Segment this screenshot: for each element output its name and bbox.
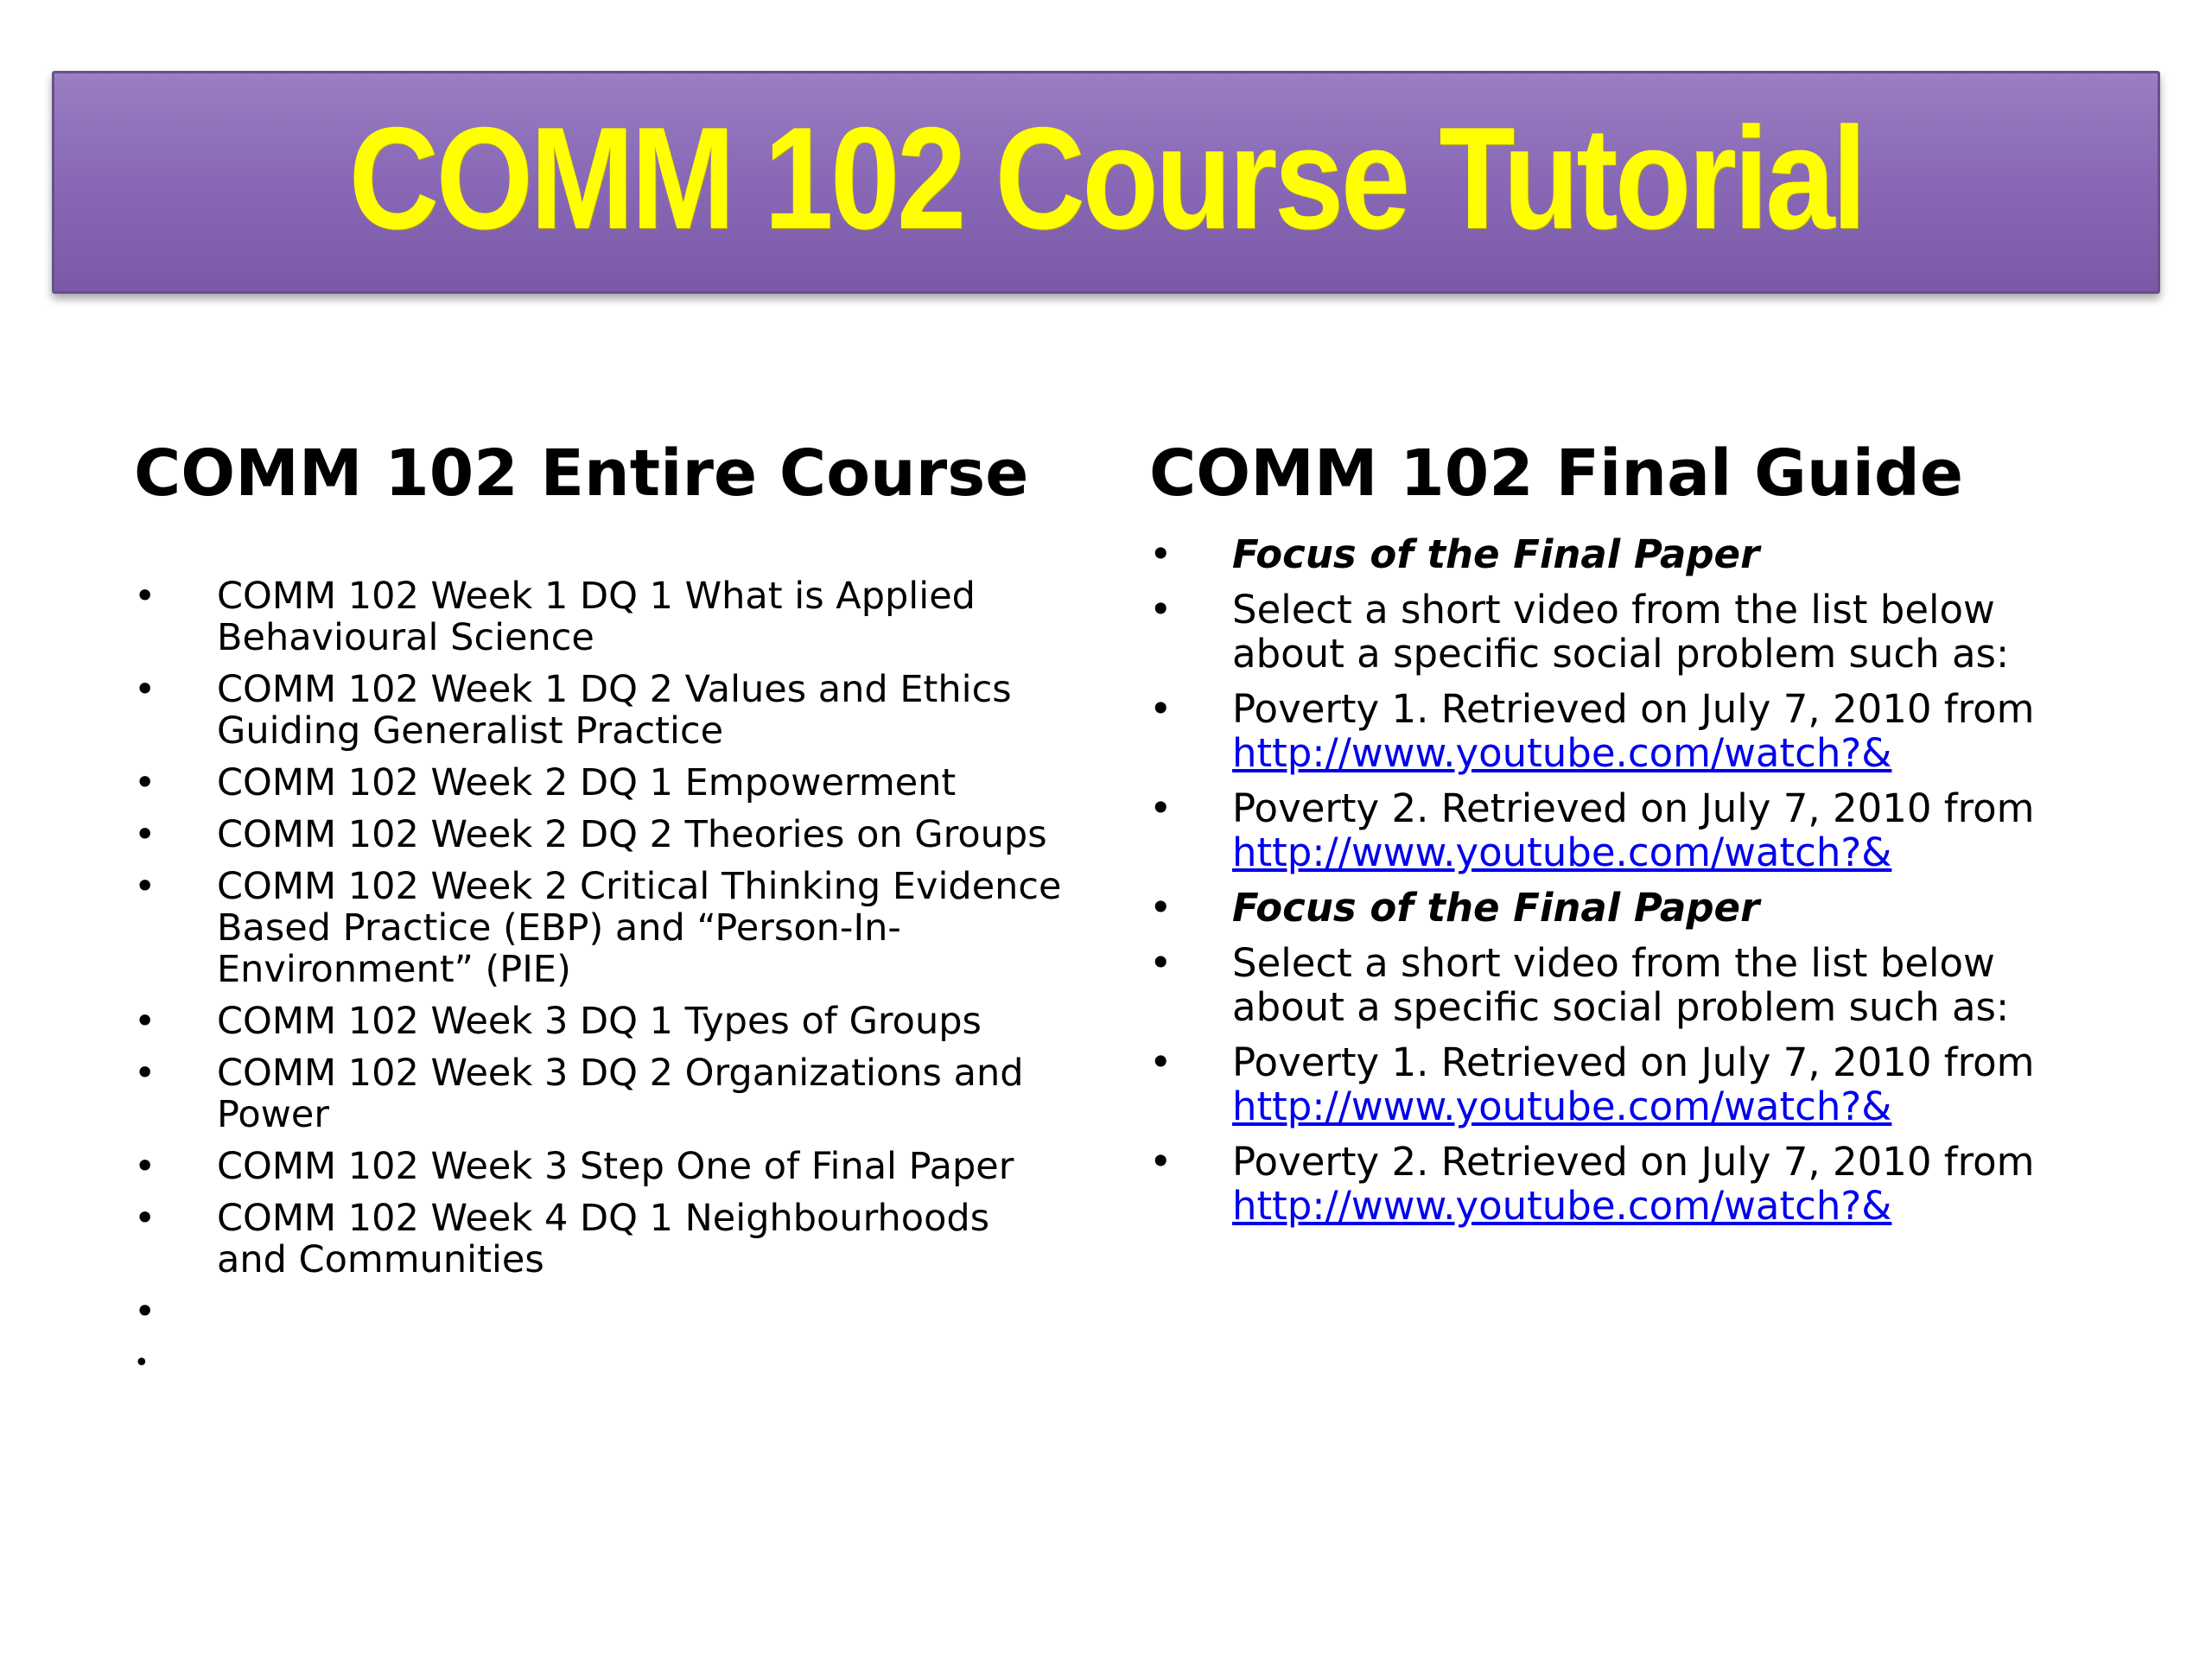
entire-course-list <box>134 575 1067 1378</box>
list-item-text: COMM 102 Week 3 DQ 2 Organizations and Power <box>217 1052 1024 1136</box>
entire-course-heading: COMM 102 Entire Course <box>134 436 1029 511</box>
list-item-text: COMM 102 Week 3 DQ 1 Types of Groups <box>217 1000 982 1043</box>
list-item-text: Poverty 1. Retrieved on July 7, 2010 from <box>1232 1039 2035 1085</box>
final-guide-list <box>1149 532 2100 1228</box>
list-item <box>134 1146 1067 1187</box>
list-item <box>134 1198 1067 1281</box>
list-item-text: Poverty 1. Retrieved on July 7, 2010 from <box>1232 686 2035 732</box>
list-item-text: Poverty 2. Retrieved on July 7, 2010 from <box>1232 1139 2035 1185</box>
bullet-icon: • <box>134 1197 156 1240</box>
empty-list-item <box>134 1343 1067 1378</box>
list-item <box>1149 786 2100 874</box>
list-item-text: Poverty 2. Retrieved on July 7, 2010 from <box>1232 785 2035 831</box>
list-item <box>1149 687 2100 775</box>
list-item <box>134 762 1067 804</box>
list-item-text: Select a short video from the list below about a specific social problem such as: <box>1232 940 2010 1030</box>
list-item <box>134 866 1067 990</box>
bullet-icon: • <box>134 1348 149 1378</box>
list-item-text: COMM 102 Week 4 DQ 1 Neighbourhoods and Communities <box>217 1197 990 1281</box>
title-banner <box>52 71 2160 294</box>
bullet-icon: • <box>134 761 156 804</box>
list-item <box>1149 886 2100 930</box>
list-item-text: Select a short video from the list below about a specific social problem such as: <box>1232 587 2010 677</box>
final-guide-column <box>1149 432 2100 1239</box>
list-item-heading: Focus of the Final Paper <box>1232 885 1760 931</box>
bullet-icon: • <box>134 1290 156 1333</box>
list-item <box>134 575 1067 658</box>
list-item-heading: Focus of the Final Paper <box>1232 531 1760 577</box>
list-item-text: COMM 102 Week 2 DQ 2 Theories on Groups <box>217 813 1047 856</box>
bullet-icon: • <box>1149 940 1173 986</box>
youtube-link[interactable]: http://www.youtube.com/watch?& <box>1232 1084 1892 1129</box>
list-item <box>134 1052 1067 1135</box>
youtube-link[interactable]: http://www.youtube.com/watch?& <box>1232 730 1892 776</box>
bullet-icon: • <box>1149 1039 1173 1085</box>
bullet-icon: • <box>1149 587 1173 632</box>
list-item-text: COMM 102 Week 1 DQ 2 Values and Ethics Guiding Generalist Practice <box>217 668 1012 753</box>
entire-course-column <box>134 432 1067 1384</box>
list-item <box>1149 1040 2100 1128</box>
list-item <box>1149 532 2100 576</box>
bullet-icon: • <box>134 575 156 618</box>
bullet-icon: • <box>134 1145 156 1188</box>
list-item <box>1149 1140 2100 1228</box>
bullet-icon: • <box>134 813 156 856</box>
youtube-link[interactable]: http://www.youtube.com/watch?& <box>1232 1183 1892 1229</box>
bullet-icon: • <box>1149 1139 1173 1185</box>
bullet-icon: • <box>1149 885 1173 931</box>
bullet-icon: • <box>134 1000 156 1043</box>
bullet-icon: • <box>1149 785 1173 831</box>
bullet-icon: • <box>1149 531 1173 577</box>
list-item-text: COMM 102 Week 2 DQ 1 Empowerment <box>217 761 957 804</box>
final-guide-heading: COMM 102 Final Guide <box>1149 436 1964 511</box>
list-item <box>134 814 1067 855</box>
list-item <box>1149 588 2100 676</box>
list-item-text: COMM 102 Week 2 Critical Thinking Evidence Based Practice (EBP) and “Person-In-Environment” (PIE) <box>217 865 1062 991</box>
bullet-icon: • <box>134 1052 156 1095</box>
slide-title: COMM 102 Course Tutorial <box>348 96 1864 259</box>
list-item-text: COMM 102 Week 1 DQ 1 What is Applied Behavioural Science <box>217 575 976 659</box>
youtube-link[interactable]: http://www.youtube.com/watch?& <box>1232 830 1892 875</box>
bullet-icon: • <box>134 865 156 908</box>
list-item <box>134 669 1067 752</box>
list-item <box>134 1001 1067 1042</box>
list-item <box>1149 941 2100 1029</box>
bullet-icon: • <box>134 668 156 711</box>
list-item-text: COMM 102 Week 3 Step One of Final Paper <box>217 1145 1014 1188</box>
bullet-icon: • <box>1149 686 1173 732</box>
empty-list-item <box>134 1291 1067 1332</box>
